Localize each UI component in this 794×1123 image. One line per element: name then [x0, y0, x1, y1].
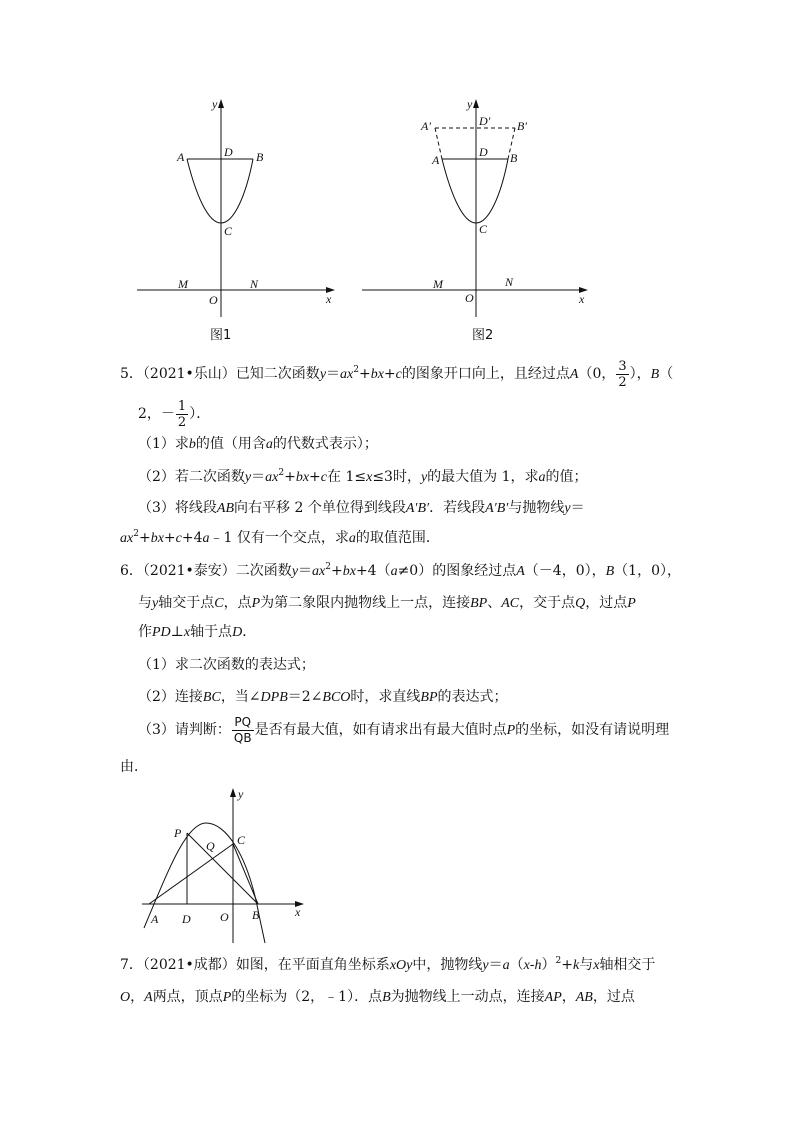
segment-CB	[233, 844, 258, 904]
q6-line-2	[138, 593, 636, 614]
q6-text: 的表达式；	[437, 689, 508, 705]
var-x: x	[593, 958, 600, 973]
perp-symbol: ⊥	[170, 624, 184, 640]
q5-line-1	[120, 355, 673, 393]
point-P: P	[251, 596, 261, 611]
var-x: x	[319, 564, 326, 579]
label-y: y	[238, 787, 244, 801]
q6-text: 轴交于点	[158, 595, 215, 611]
q7-line-2	[120, 987, 635, 1008]
segment-PB	[187, 833, 258, 904]
point-P: P	[627, 596, 636, 611]
label-B-prime: B′	[517, 119, 527, 133]
var-c: c	[175, 531, 182, 546]
q6-line-3	[138, 622, 256, 643]
q6-text: 的坐标，如没有请说明理	[515, 722, 670, 738]
q5-text: （0，	[578, 366, 616, 382]
label-A: A	[432, 153, 440, 167]
plus: +	[284, 469, 296, 485]
label-P: P	[174, 826, 182, 840]
q6-text: （2）连接	[138, 689, 203, 705]
point-O: O	[120, 990, 131, 1005]
var-b: b	[188, 437, 196, 452]
q5-text: 的最大值为 1，求	[427, 469, 539, 485]
plus: +	[163, 530, 176, 546]
label-D: D	[224, 145, 233, 159]
q7-text: +	[561, 957, 573, 973]
label-Q: Q	[206, 839, 215, 853]
label-B: B	[252, 908, 260, 922]
q5-text: 的代数式表示）；	[272, 436, 378, 452]
var-k: k	[573, 958, 580, 973]
denominator: QB	[233, 730, 252, 745]
numerator: PQ	[232, 715, 254, 731]
point-A: A	[569, 367, 579, 382]
label-N: N	[250, 277, 259, 291]
q6-source: （2021•泰安）	[142, 563, 236, 579]
var-x: x	[349, 564, 356, 579]
q6-text: （－4，0），	[524, 563, 606, 579]
numerator: 3	[618, 358, 627, 374]
var-h: h	[534, 958, 542, 973]
label-O: O	[465, 291, 474, 305]
q6-text: 二次函数	[235, 563, 292, 579]
figure-1	[130, 95, 345, 347]
q6-text: ≠0）的图象经过点	[397, 563, 517, 579]
segment-AB: AB	[575, 990, 593, 1005]
equals: ＝	[570, 500, 585, 516]
var-x: x	[302, 470, 310, 485]
equals: ＝	[251, 469, 266, 485]
point-B-prime: B′	[417, 501, 430, 516]
q7-text: 与	[579, 957, 594, 973]
var-x: x	[377, 367, 384, 382]
q6-text: （3）请判断：	[138, 722, 231, 738]
q5-text: （1）求	[138, 436, 189, 452]
point-B: B	[605, 564, 615, 579]
label-O: O	[209, 293, 218, 307]
segment-AC: AC	[501, 596, 520, 611]
q7-text: 两点，顶点	[152, 989, 223, 1005]
y-arrow	[218, 99, 224, 108]
q5-text: 与抛物线	[508, 500, 565, 516]
q5-text: ≤3时，	[372, 469, 421, 485]
q5-text: （2）若二次函数	[138, 469, 245, 485]
equals: ＝	[488, 957, 503, 973]
q7-text: 如图，在平面直角坐标系	[235, 957, 390, 973]
var-a: a	[348, 531, 356, 546]
q5-part-1	[138, 434, 378, 455]
q7-text: （	[509, 957, 524, 973]
equals: ＝	[326, 366, 341, 382]
q7-line-1: 7．（2021•成都）如图，在平面直角坐标系xOy中，抛物线$y=a(x-h)^2+k$与x轴相交于	[120, 956, 656, 973]
translated-segment	[435, 128, 515, 159]
point-A-prime: A′	[485, 501, 497, 516]
q5-text: 在 1≤	[327, 469, 367, 485]
point-Q: Q	[575, 596, 586, 611]
q6-part-1	[138, 655, 315, 675]
q6-text: 、	[487, 595, 502, 611]
label-A-prime: A′	[421, 119, 431, 133]
q5-text: +4	[181, 530, 203, 546]
label-N: N	[505, 275, 514, 289]
segment-BP: BP	[470, 596, 488, 611]
plus: +	[358, 366, 371, 382]
label-D: D	[182, 912, 191, 926]
var-a: a	[120, 531, 127, 546]
q6-text: ＝2∠	[287, 689, 323, 705]
label-M: M	[178, 277, 188, 291]
point-A: A	[144, 990, 153, 1005]
var-y: y	[564, 501, 571, 516]
var-y: y	[291, 564, 299, 579]
figure-2-caption: 图2	[472, 328, 494, 343]
point-P: P	[506, 723, 516, 738]
parabola	[442, 159, 508, 223]
plus: +	[309, 469, 321, 485]
q5-text: ），	[629, 366, 651, 382]
q5-part-3-cont	[120, 528, 440, 549]
var-x: x	[157, 531, 164, 546]
q7-text: 为抛物线上一动点，连接	[390, 989, 545, 1005]
numerator: 1	[177, 398, 187, 414]
segment-BC: BC	[202, 690, 221, 705]
var-a: a	[312, 564, 320, 579]
q6-text: 由．	[120, 759, 148, 775]
var-a: a	[265, 437, 273, 452]
q5-text: （3）将线段	[138, 500, 217, 516]
point-A-prime: A′	[405, 501, 418, 516]
point-D: D	[232, 625, 243, 640]
q5-text: 的值；	[545, 469, 588, 485]
q5-number: 5．	[120, 366, 143, 382]
q6-text: 轴于点	[190, 624, 233, 640]
q6-line-1	[120, 561, 681, 582]
q7-number: 7．	[120, 957, 143, 973]
label-y: y	[212, 97, 218, 111]
var-y: y	[152, 596, 159, 611]
figure-3	[140, 785, 310, 947]
var-a: a	[340, 367, 348, 382]
segment-BP: BP	[420, 690, 438, 705]
q5-text: 已知二次函数	[235, 366, 320, 382]
exp: 2	[555, 956, 562, 966]
point-B: B	[382, 990, 391, 1005]
var-x: x	[347, 367, 354, 382]
fraction-1-2	[176, 399, 188, 430]
var-b: b	[342, 564, 350, 579]
var-b: b	[295, 470, 303, 485]
label-A: A	[177, 150, 185, 164]
parabola	[187, 159, 253, 223]
label-x: x	[326, 292, 332, 306]
exp: 2	[278, 468, 285, 478]
equals: ＝	[298, 563, 313, 579]
denominator: 2	[177, 414, 187, 430]
q5-text: （	[659, 366, 674, 382]
q5-text: ）．	[189, 406, 211, 422]
var-b: b	[370, 367, 378, 382]
point-B: B	[650, 367, 660, 382]
label-D: D	[479, 145, 488, 159]
q6-part-3	[138, 712, 669, 748]
segment-AC	[149, 844, 233, 904]
q6-text: 为第二象限内抛物线上一点，连接	[260, 595, 471, 611]
var-y: y	[319, 367, 327, 382]
var-x: x	[366, 470, 373, 485]
plus: +	[330, 563, 343, 579]
q5-text: 2，－	[138, 406, 175, 422]
q5-part-3	[138, 498, 585, 519]
q6-text: ，过点	[585, 595, 628, 611]
segment-PD: PD	[152, 625, 171, 640]
q5-text: 向右平移 2 个单位得到线段	[234, 500, 406, 516]
segment-AP: AP	[544, 990, 562, 1005]
figure-1-caption: 图1	[210, 328, 232, 343]
var-a: a	[390, 564, 398, 579]
var-x: x	[127, 531, 134, 546]
var-y: y	[420, 470, 428, 485]
q5-text: 的值（用含	[195, 436, 266, 452]
q6-text: 作	[138, 624, 152, 640]
q7-text: ，	[130, 989, 145, 1005]
q5-source: （2021•乐山）	[142, 366, 236, 382]
exp: 2	[353, 365, 359, 375]
var-a: a	[265, 470, 273, 485]
q6-part-2	[138, 687, 508, 708]
q7-text: 中，抛物线	[412, 957, 483, 973]
y-arrow	[230, 788, 236, 797]
q5-part-2	[138, 467, 588, 488]
label-O: O	[220, 910, 229, 924]
point-C: C	[214, 596, 224, 611]
q6-text: ．	[242, 624, 257, 640]
coord-system: xOy	[389, 958, 413, 973]
label-C: C	[237, 833, 246, 847]
q6-text: ，交于点	[519, 595, 576, 611]
var-x: x	[523, 958, 530, 973]
var-x: x	[183, 625, 191, 640]
fraction-3-2	[616, 359, 628, 390]
q7-text: ，过点	[592, 989, 635, 1005]
q6-text: 时，求直线	[350, 689, 421, 705]
var-a: a	[502, 958, 510, 973]
plus: +	[383, 366, 396, 382]
label-C: C	[479, 222, 488, 236]
q6-text: （1）求二次函数的表达式；	[138, 657, 315, 673]
q6-line-end	[120, 757, 148, 777]
q6-text: 是否有最大值，如有请求出有最大值时点	[254, 722, 507, 738]
y-arrow	[473, 99, 479, 108]
plus: +	[138, 530, 151, 546]
angle-DPB: DPB	[260, 690, 288, 705]
var-a: a	[538, 470, 546, 485]
label-x: x	[579, 292, 585, 306]
q5-text: 的取值范围．	[355, 530, 440, 546]
q6-text: 与	[138, 595, 152, 611]
segment-AB: AB	[216, 501, 235, 516]
q5-text: ﹣1 仅有一个交点，求	[209, 530, 349, 546]
label-B: B	[256, 150, 264, 164]
exp: 2	[133, 529, 139, 539]
label-M: M	[433, 277, 443, 291]
q6-number: 6．	[120, 563, 143, 579]
exp: 2	[325, 562, 331, 572]
figure-2	[355, 95, 595, 347]
label-y: y	[467, 97, 473, 111]
var-c: c	[395, 367, 402, 382]
q7-source: （2021•成都）	[142, 957, 236, 973]
label-A: A	[151, 912, 159, 926]
q6-text: ，点	[223, 595, 252, 611]
var-b: b	[150, 531, 158, 546]
q6-text: （1，0），	[614, 563, 681, 579]
point-P: P	[222, 990, 232, 1005]
var-y: y	[482, 958, 489, 973]
parabola	[144, 823, 265, 943]
q5-line-2	[138, 395, 210, 433]
label-B: B	[510, 151, 518, 165]
var-y: y	[244, 470, 252, 485]
point-A: A	[516, 564, 525, 579]
label-C: C	[224, 224, 233, 238]
q7-text: ）	[541, 957, 556, 973]
label-x: x	[295, 905, 301, 919]
q5-text: 的图象开口向上，且经过点	[401, 366, 570, 382]
denominator: 2	[618, 374, 627, 390]
q6-text: +4（	[355, 563, 391, 579]
var-a: a	[202, 531, 210, 546]
label-D-prime: D′	[479, 114, 491, 128]
fraction-PQ-QB	[232, 715, 254, 746]
q7-text: 的坐标为（2，﹣1）．点	[231, 989, 383, 1005]
q5-text: ．若线段	[429, 500, 486, 516]
q7-text: ，	[561, 989, 576, 1005]
q7-text: 轴相交于	[599, 957, 656, 973]
angle-BCO: BCO	[322, 690, 351, 705]
q6-text: ，当∠	[220, 689, 261, 705]
var-x: x	[272, 470, 279, 485]
var-c: c	[320, 470, 327, 485]
point-B-prime: B′	[496, 501, 509, 516]
